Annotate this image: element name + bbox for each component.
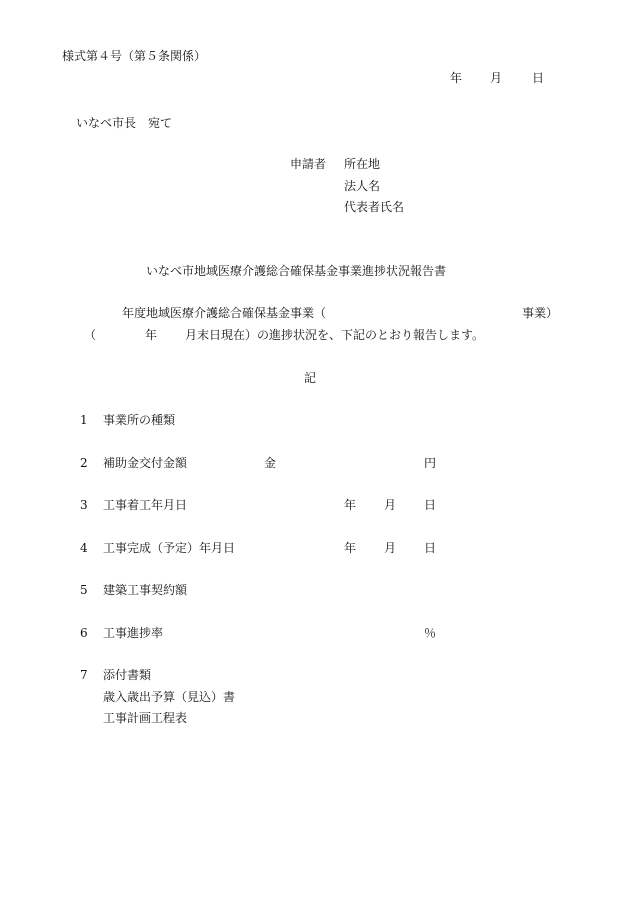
item-7-attachment-1: 歳入歳出予算（見込）書 xyxy=(103,690,236,704)
item-3-number: 3 xyxy=(80,498,88,512)
item-4-day: 日 xyxy=(424,541,437,555)
document-title: いなべ市地域医療介護総合確保基金事業進捗状況報告書 xyxy=(146,264,447,278)
applicant-label: 申請者 xyxy=(290,157,327,171)
item-4-month: 月 xyxy=(384,541,397,555)
item-1-number: 1 xyxy=(80,413,88,427)
item-7-number: 7 xyxy=(80,668,88,682)
item-5-label: 建築工事契約額 xyxy=(103,583,188,597)
item-2-prefix: 金 xyxy=(264,456,277,470)
item-2-label: 補助金交付金額 xyxy=(103,456,188,470)
body-line2-open: （ xyxy=(84,328,97,342)
addressee: いなべ市長 宛て xyxy=(76,116,173,130)
applicant-representative: 代表者氏名 xyxy=(344,200,405,214)
ki-heading: 記 xyxy=(304,371,317,385)
item-2-unit: 円 xyxy=(424,456,437,470)
item-5-number: 5 xyxy=(80,583,88,597)
applicant-location: 所在地 xyxy=(344,157,381,171)
item-4-label: 工事完成（予定）年月日 xyxy=(103,541,236,555)
item-4-number: 4 xyxy=(80,541,88,555)
item-6-number: 6 xyxy=(80,626,88,640)
body-line2-year: 年 xyxy=(145,328,158,342)
item-3-label: 工事着工年月日 xyxy=(103,498,188,512)
item-6-label: 工事進捗率 xyxy=(103,626,164,640)
date-year: 年 xyxy=(450,71,463,85)
item-7-attachment-2: 工事計画工程表 xyxy=(103,711,188,725)
date-day: 日 xyxy=(532,71,545,85)
item-1-label: 事業所の種類 xyxy=(103,413,176,427)
item-7-label: 添付書類 xyxy=(103,668,152,682)
item-6-unit: ％ xyxy=(424,626,437,640)
item-3-month: 月 xyxy=(384,498,397,512)
body-line1-prefix: 年度地域医療介護総合確保基金事業（ xyxy=(122,306,327,320)
item-4-year: 年 xyxy=(344,541,357,555)
applicant-corp-name: 法人名 xyxy=(344,179,381,193)
item-3-day: 日 xyxy=(424,498,437,512)
body-line1-suffix: 事業） xyxy=(522,306,559,320)
form-label: 様式第４号（第５条関係） xyxy=(62,49,207,63)
item-2-number: 2 xyxy=(80,456,88,470)
item-3-year: 年 xyxy=(344,498,357,512)
body-line2-tail: 月末日現在）の進捗状況を、下記のとおり報告します。 xyxy=(185,328,485,342)
date-month: 月 xyxy=(490,71,503,85)
